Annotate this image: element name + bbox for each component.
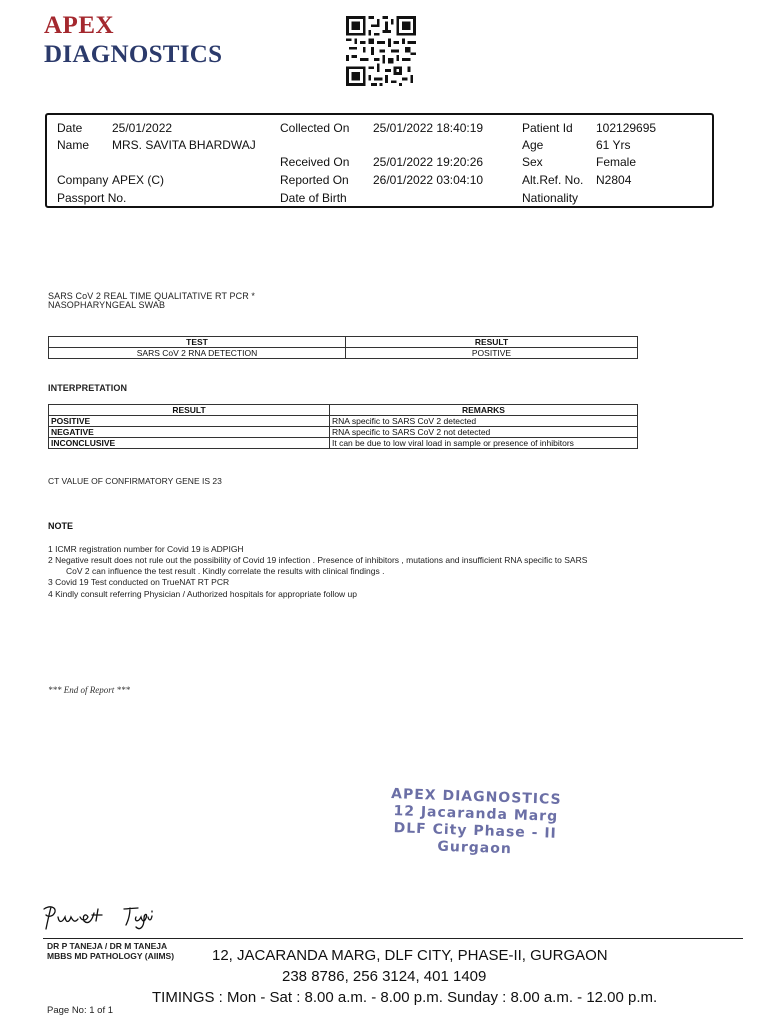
passport-label: Passport No. bbox=[57, 191, 127, 205]
interp-result-cell: POSITIVE bbox=[49, 416, 330, 427]
name-value: MRS. SAVITA BHARDWAJ bbox=[112, 138, 256, 152]
reported-value: 26/01/2022 03:04:10 bbox=[373, 173, 484, 187]
name-label: Name bbox=[57, 138, 90, 152]
logo-apex: APEX bbox=[44, 12, 115, 39]
company-label: Company bbox=[57, 173, 109, 187]
interp-remarks-cell: RNA specific to SARS CoV 2 not detected bbox=[330, 427, 638, 438]
received-label: Received On bbox=[280, 155, 350, 169]
specimen-type: NASOPHARYNGEAL SWAB bbox=[48, 300, 166, 310]
qr-code bbox=[345, 16, 417, 86]
date-label: Date bbox=[57, 121, 83, 135]
note-item: 4 Kindly consult referring Physician / Authorized hospitals for appropriate follow up bbox=[48, 589, 358, 599]
patient-id-label: Patient Id bbox=[522, 121, 573, 135]
interpretation-title: INTERPRETATION bbox=[48, 383, 128, 393]
table-row bbox=[49, 416, 638, 427]
doctor-names: DR P TANEJA / DR M TANEJA bbox=[47, 941, 168, 951]
interp-result-cell: INCONCLUSIVE bbox=[49, 438, 330, 449]
note-title: NOTE bbox=[48, 521, 74, 531]
lab-stamp bbox=[367, 785, 584, 860]
signature-divider bbox=[43, 938, 743, 939]
note-item: CoV 2 can influence the test result . Kindly correlate the results with clinical findings . bbox=[66, 566, 385, 576]
patient-id-value: 102129695 bbox=[596, 121, 657, 135]
test-result-table bbox=[48, 336, 638, 359]
sex-label: Sex bbox=[522, 155, 543, 169]
test-name-cell: SARS CoV 2 RNA DETECTION bbox=[49, 348, 346, 359]
interp-remarks-cell: It can be due to low viral load in sample or presence of inhibitors bbox=[330, 438, 638, 449]
table-row bbox=[49, 438, 638, 449]
nationality-label: Nationality bbox=[522, 191, 579, 205]
altref-label: Alt.Ref. No. bbox=[522, 173, 584, 187]
lab-timings: TIMINGS : Mon - Sat : 8.00 a.m. - 8.00 p.m. Sunday : 8.00 a.m. - 12.00 p.m. bbox=[152, 989, 658, 1006]
note-item: 2 Negative result does not rule out the possibility of Covid 19 infection . Presence of inhibitors , mutations and insufficient RNA specific to SARS bbox=[48, 555, 588, 565]
received-value: 25/01/2022 19:20:26 bbox=[373, 155, 484, 169]
interp-result-cell: NEGATIVE bbox=[49, 427, 330, 438]
result-header: RESULT bbox=[346, 337, 638, 348]
interp-result-header: RESULT bbox=[49, 405, 330, 416]
reported-label: Reported On bbox=[280, 173, 349, 187]
test-title: SARS CoV 2 REAL TIME QUALITATIVE RT PCR * bbox=[48, 291, 255, 301]
page-number: Page No: 1 of 1 bbox=[47, 1005, 114, 1016]
interp-remarks-cell: RNA specific to SARS CoV 2 detected bbox=[330, 416, 638, 427]
lab-address: 12, JACARANDA MARG, DLF CITY, PHASE-II, GURGAON bbox=[212, 947, 608, 964]
collected-label: Collected On bbox=[280, 121, 350, 135]
stamp-line: 12 Jacaranda Marg bbox=[393, 803, 559, 825]
age-label: Age bbox=[522, 138, 544, 152]
age-value: 61 Yrs bbox=[596, 138, 631, 152]
handwritten-signature bbox=[40, 903, 165, 938]
end-of-report: *** End of Report *** bbox=[48, 685, 130, 695]
dob-label: Date of Birth bbox=[280, 191, 347, 205]
interp-remarks-header: REMARKS bbox=[330, 405, 638, 416]
date-value: 25/01/2022 bbox=[112, 121, 173, 135]
stamp-line: Gurgaon bbox=[437, 838, 513, 858]
sex-value: Female bbox=[596, 155, 637, 169]
company-value: APEX (C) bbox=[112, 173, 165, 187]
test-header: TEST bbox=[49, 337, 346, 348]
test-result-cell: POSITIVE bbox=[346, 348, 638, 359]
lab-phones: 238 8786, 256 3124, 401 1409 bbox=[282, 968, 487, 985]
interpretation-table bbox=[48, 404, 638, 449]
ct-value: CT VALUE OF CONFIRMATORY GENE IS 23 bbox=[48, 476, 222, 486]
note-item: 3 Covid 19 Test conducted on TrueNAT RT PCR bbox=[48, 577, 230, 587]
logo-diagnostics: DIAGNOSTICS bbox=[44, 41, 223, 68]
table-row bbox=[49, 427, 638, 438]
note-item: 1 ICMR registration number for Covid 19 is ADPIGH bbox=[48, 544, 244, 554]
stamp-line: APEX DIAGNOSTICS bbox=[390, 786, 562, 808]
altref-value: N2804 bbox=[596, 173, 632, 187]
collected-value: 25/01/2022 18:40:19 bbox=[373, 121, 484, 135]
doctor-qualification: MBBS MD PATHOLOGY (AIIMS) bbox=[47, 951, 175, 961]
stamp-line: DLF City Phase - II bbox=[393, 820, 558, 842]
